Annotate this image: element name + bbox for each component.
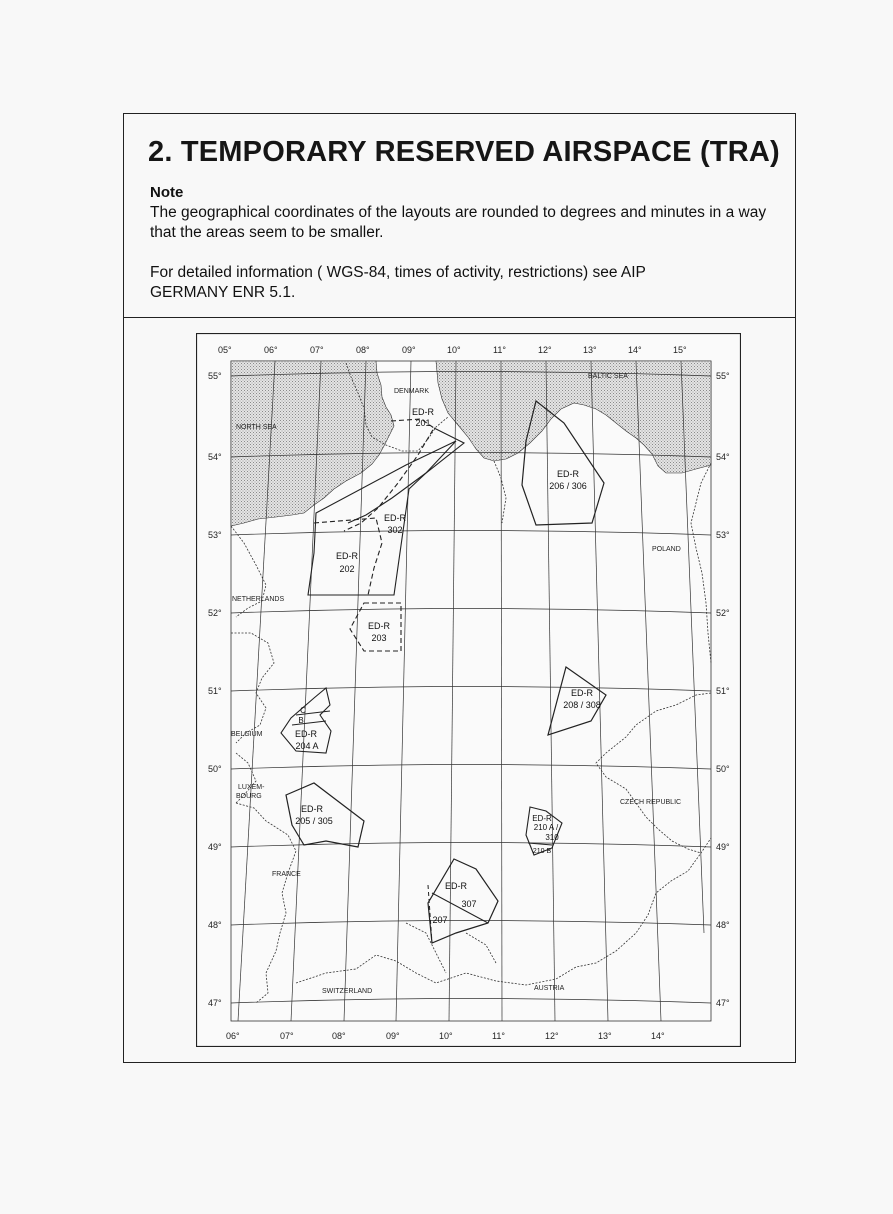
right-lat-5: 50° xyxy=(716,764,730,774)
ed-r-307-label: 307 xyxy=(461,899,477,909)
bottom-lon-6: 12° xyxy=(545,1031,559,1041)
top-lon-7: 12° xyxy=(538,345,552,355)
ed-r-206-label-2: 206 / 306 xyxy=(549,481,587,491)
note-text: The geographical coordinates of the layouts are rounded to degrees and minutes in a way that the areas seem to be smaller. xyxy=(150,204,767,241)
ed-r-208-label-2: 208 / 308 xyxy=(563,700,601,710)
page-title: 2. TEMPORARY RESERVED AIRSPACE (TRA) xyxy=(148,136,780,168)
label-czech-republic: CZECH REPUBLIC xyxy=(620,799,682,806)
left-lat-2: 53° xyxy=(208,530,222,540)
map-panel xyxy=(196,333,741,1047)
top-lon-1: 06° xyxy=(264,345,278,355)
right-lat-1: 54° xyxy=(716,452,730,462)
ed-r-206-label-1: ED-R xyxy=(557,469,579,479)
ed-r-204-b-label: B xyxy=(298,716,304,725)
bottom-lon-8: 14° xyxy=(651,1031,665,1041)
note-heading: Note xyxy=(150,184,184,201)
label-luxembourg-2: BOURG xyxy=(236,793,262,800)
label-luxembourg-1: LUXEM- xyxy=(238,784,265,791)
info-text: For detailed information ( WGS-84, times of activity, restrictions) see AIP GERMANY ENR 5.1. xyxy=(150,264,646,301)
left-lat-5: 50° xyxy=(208,764,222,774)
top-lon-5: 10° xyxy=(447,345,461,355)
top-lon-0: 05° xyxy=(218,345,232,355)
ed-r-207-label-2: 207 xyxy=(432,915,448,925)
label-poland: POLAND xyxy=(652,546,681,553)
top-lon-3: 08° xyxy=(356,345,370,355)
left-lat-4: 51° xyxy=(208,686,222,696)
ed-r-210-label-4: 210 B xyxy=(532,848,552,855)
ed-r-204-c-label: C xyxy=(300,706,306,715)
left-lat-1: 54° xyxy=(208,452,222,462)
ed-r-208-label-1: ED-R xyxy=(571,688,593,698)
bottom-lon-2: 08° xyxy=(332,1031,346,1041)
bottom-lon-0: 06° xyxy=(226,1031,240,1041)
label-austria: AUSTRIA xyxy=(534,985,565,992)
right-lat-2: 53° xyxy=(716,530,730,540)
ed-r-204-label-1: ED-R xyxy=(295,729,317,739)
bottom-lon-3: 09° xyxy=(386,1031,400,1041)
ed-r-203-label-2: 203 xyxy=(371,633,387,643)
label-switzerland: SWITZERLAND xyxy=(322,988,373,995)
top-lon-9: 14° xyxy=(628,345,642,355)
bottom-longitude-labels xyxy=(226,1031,665,1041)
right-lat-4: 51° xyxy=(716,686,730,696)
bottom-lon-4: 10° xyxy=(439,1031,453,1041)
ed-r-201-label-1: ED-R xyxy=(412,407,434,417)
bottom-lon-7: 13° xyxy=(598,1031,612,1041)
label-baltic-sea: BALTIC SEA xyxy=(588,373,628,380)
header-box xyxy=(124,114,795,318)
top-lon-4: 09° xyxy=(402,345,416,355)
right-lat-6: 49° xyxy=(716,842,730,852)
page-frame xyxy=(123,113,796,1063)
ed-r-210-label-1: ED-R xyxy=(532,814,552,823)
ed-r-210-label-3: 310 xyxy=(545,833,559,842)
top-lon-6: 11° xyxy=(493,345,506,355)
ed-r-302-label-1: ED-R xyxy=(384,513,406,523)
ed-r-207-label-1: ED-R xyxy=(445,881,467,891)
label-belgium: BELGIUM xyxy=(231,731,263,738)
ed-r-204-label-2: 204 A xyxy=(295,741,319,751)
ed-r-205-label-1: ED-R xyxy=(301,804,323,814)
left-lat-7: 48° xyxy=(208,920,222,930)
right-lat-0: 55° xyxy=(716,371,730,381)
right-lat-7: 48° xyxy=(716,920,730,930)
tra-map xyxy=(196,333,741,1047)
left-lat-0: 55° xyxy=(208,371,222,381)
ed-r-205-label-2: 205 / 305 xyxy=(295,816,333,826)
label-france: FRANCE xyxy=(272,871,301,878)
bottom-lon-5: 11° xyxy=(492,1031,505,1041)
top-lon-8: 13° xyxy=(583,345,597,355)
bottom-lon-1: 07° xyxy=(280,1031,294,1041)
left-lat-3: 52° xyxy=(208,608,222,618)
right-lat-8: 47° xyxy=(716,998,730,1008)
ed-r-202-label-2: 202 xyxy=(339,564,355,574)
label-denmark: DENMARK xyxy=(394,388,430,395)
label-north-sea: NORTH SEA xyxy=(236,424,277,431)
ed-r-210-label-2: 210 A / xyxy=(533,823,559,832)
ed-r-302-label-2: 302 xyxy=(387,525,403,535)
top-lon-2: 07° xyxy=(310,345,324,355)
right-lat-3: 52° xyxy=(716,608,730,618)
left-lat-8: 47° xyxy=(208,998,222,1008)
ed-r-201-label-2: 201 xyxy=(415,418,431,428)
ed-r-203-label-1: ED-R xyxy=(368,621,390,631)
left-lat-6: 49° xyxy=(208,842,222,852)
label-netherlands: NETHERLANDS xyxy=(232,596,285,603)
top-lon-10: 15° xyxy=(673,345,687,355)
ed-r-202-label-1: ED-R xyxy=(336,551,358,561)
